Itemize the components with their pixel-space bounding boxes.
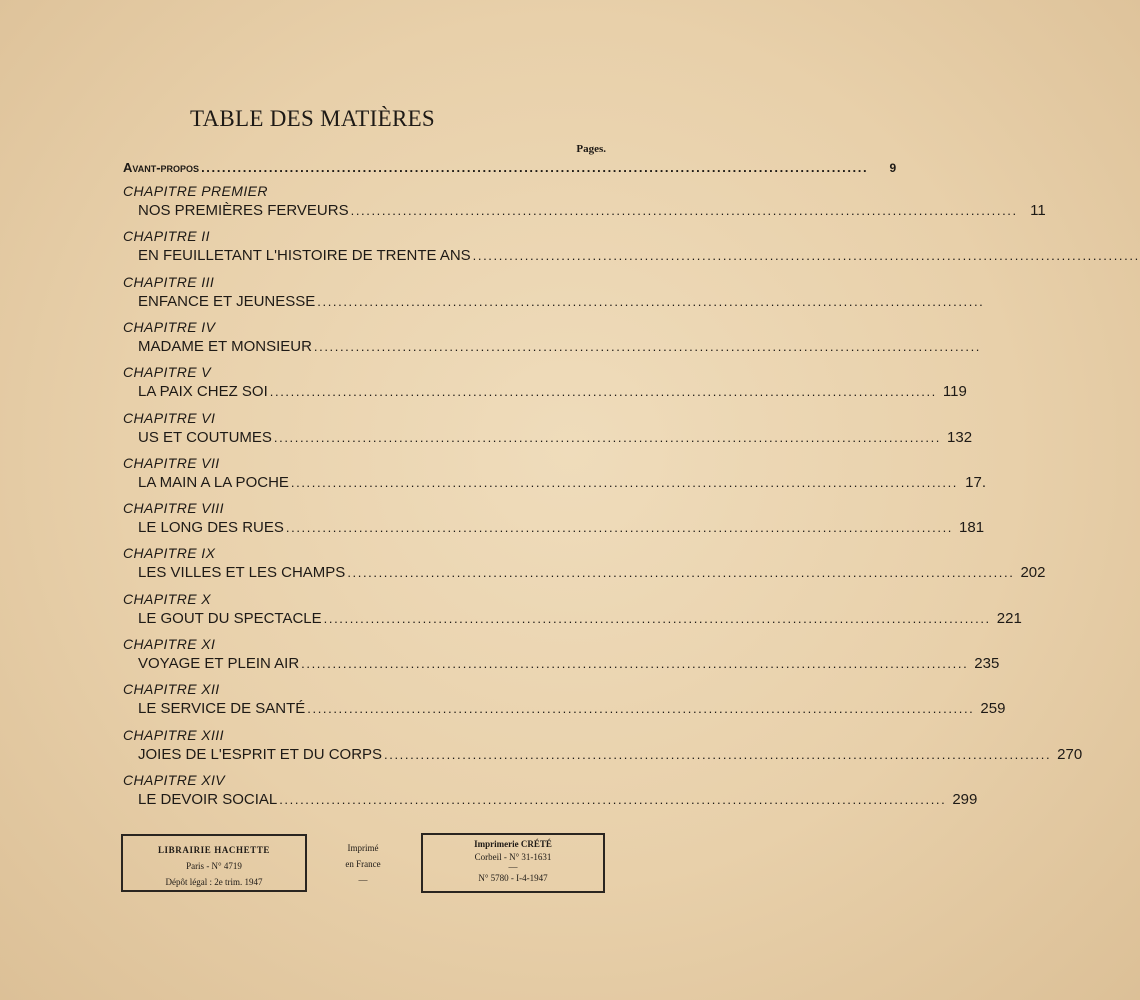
toc-entry: [138, 655, 1000, 672]
chapter-page: 299: [952, 790, 978, 808]
toc-entry: [138, 202, 1046, 219]
chapter-page: 181: [959, 519, 985, 537]
toc-entry: [138, 564, 1046, 582]
dot-leader: ................................................................................................................................: [201, 160, 869, 175]
printer-order: N° 5780 - I-4-1947: [478, 873, 548, 883]
chapter-heading: CHAPITRE V: [123, 364, 212, 381]
chapter-title: LA PAIX CHEZ SOI: [138, 383, 268, 401]
printed-in-france: [320, 840, 406, 888]
chapter-title: US ET COUTUMES: [138, 428, 272, 446]
dot-leader: ................................................................................................................................: [307, 701, 975, 717]
chapter-page: 270: [1057, 745, 1083, 763]
chapter-page: 259: [980, 700, 1006, 718]
chapter-title: LE DEVOIR SOCIAL: [138, 790, 278, 808]
page-title: TABLE DES MATIÈRES: [189, 106, 436, 131]
toc-entry: [138, 292, 985, 310]
chapter-heading: CHAPITRE VIII: [123, 500, 224, 517]
printed-label: Imprimé: [347, 843, 379, 853]
chapter-heading: CHAPITRE IV: [123, 318, 216, 335]
printer-number: Corbeil - N° 31-1631: [474, 852, 552, 862]
chapter-page: 235: [974, 655, 1000, 672]
toc-entry: [138, 700, 1006, 718]
toc-entry: [138, 609, 1022, 627]
toc-entry: [138, 247, 1140, 265]
toc-entry: [138, 337, 982, 355]
toc-entry: [138, 383, 967, 401]
chapter-heading: CHAPITRE XII: [123, 681, 220, 698]
chapter-heading: CHAPITRE X: [123, 590, 212, 607]
avant-propos-label: Avant-propos: [123, 160, 200, 175]
publisher-box: [121, 834, 307, 892]
printer-dash: —: [508, 862, 518, 872]
chapter-title: LE LONG DES RUES: [138, 519, 284, 537]
chapter-title: LA MAIN A LA POCHE: [138, 473, 289, 491]
publisher-name: LIBRAIRIE HACHETTE: [157, 845, 271, 855]
chapter-heading: CHAPITRE XIV: [123, 771, 226, 788]
toc-entry: [138, 428, 973, 446]
chapter-heading: CHAPITRE IX: [123, 545, 216, 562]
chapter-heading: CHAPITRE VII: [123, 454, 220, 471]
dot-leader: ................................................................................................................................: [285, 520, 954, 536]
dot-leader: ................................................................................................................................: [323, 610, 991, 626]
dot-leader: ................................................................................................................................: [317, 293, 985, 309]
chapter-title: LE GOUT DU SPECTACLE: [138, 609, 322, 627]
chapter-page: 202: [1020, 564, 1046, 582]
dot-leader: ................................................................................................................................: [350, 203, 1018, 218]
chapter-title: LES VILLES ET LES CHAMPS: [138, 564, 346, 582]
chapter-heading: CHAPITRE II: [123, 228, 210, 245]
dot-leader: ................................................................................................................................: [384, 746, 1052, 762]
chapter-heading: CHAPITRE XIII: [123, 726, 224, 743]
printer-name: Imprimerie CRÉTÉ: [474, 839, 552, 849]
publisher-number: Paris - N° 4719: [186, 861, 242, 871]
dot-leader: ................................................................................................................................: [269, 384, 937, 400]
chapter-page: 17.: [965, 473, 987, 491]
printer-box: [421, 833, 605, 893]
chapter-heading: CHAPITRE VI: [123, 409, 216, 426]
toc-entry: [138, 790, 978, 808]
printed-country: en France: [345, 859, 381, 869]
chapter-page: 119: [942, 383, 967, 401]
chapter-title: JOIES DE L'ESPRIT ET DU CORPS: [138, 745, 383, 763]
chapter-title: EN FEUILLETANT L'HISTOIRE DE TRENTE ANS: [138, 247, 471, 265]
printed-dash: —: [358, 875, 368, 885]
pages-column-header: Pages.: [576, 143, 606, 155]
avant-propos-page: 9: [889, 161, 897, 175]
chapter-page: 221: [996, 609, 1022, 627]
toc-entry-avant-propos: [123, 160, 897, 175]
dot-leader: ................................................................................................................................: [472, 248, 1140, 264]
chapter-title: NOS PREMIÈRES FERVEURS: [138, 202, 349, 219]
legal-deposit: Dépôt légal : 2e trim. 1947: [165, 877, 263, 887]
toc-entry: [138, 473, 987, 491]
dot-leader: ................................................................................................................................: [290, 474, 959, 490]
chapter-title: ENFANCE ET JEUNESSE: [138, 292, 316, 310]
chapter-heading: CHAPITRE PREMIER: [123, 183, 268, 199]
chapter-heading: CHAPITRE III: [123, 273, 215, 290]
toc-entry: [138, 745, 1083, 763]
dot-leader: ................................................................................................................................: [273, 429, 942, 445]
dot-leader: ................................................................................................................................: [279, 791, 947, 807]
chapter-title: VOYAGE ET PLEIN AIR: [138, 655, 300, 672]
chapter-page: 11: [1030, 202, 1046, 219]
toc-entry: [138, 519, 985, 537]
dot-leader: ................................................................................................................................: [347, 565, 1015, 581]
dot-leader: ................................................................................................................................: [301, 656, 969, 671]
chapter-title: MADAME ET MONSIEUR: [138, 337, 312, 355]
dot-leader: ................................................................................................................................: [313, 338, 982, 354]
chapter-heading: CHAPITRE XI: [123, 636, 216, 652]
chapter-title: LE SERVICE DE SANTÉ: [138, 700, 306, 718]
chapter-page: 132: [947, 428, 973, 446]
